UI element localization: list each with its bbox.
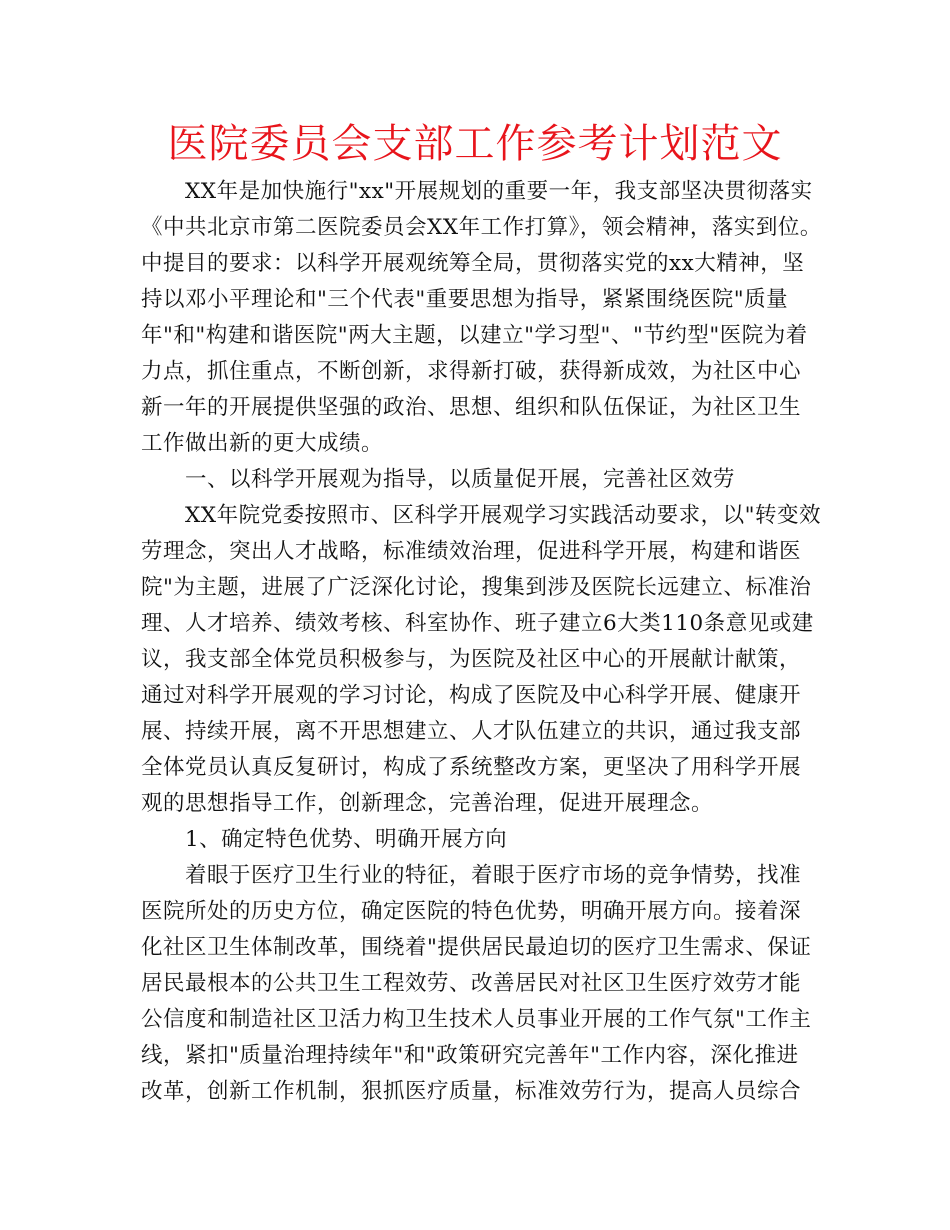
subsection-heading: 1、确定特色优势、明确开展方向	[185, 827, 508, 852]
paragraph-line: 新一年的开展提供坚强的政治、思想、组织和队伍保证，为社区卫生	[141, 395, 802, 420]
paragraph-line: 化社区卫生体制改革，围绕着"提供居民最迫切的医疗卫生需求、保证	[141, 935, 812, 960]
paragraph-line: 理、人才培养、绩效考核、科室协作、班子建立6大类110条意见或建	[141, 611, 814, 636]
document-title: 医院委员会支部工作参考计划范文	[167, 121, 783, 167]
paragraph-line: 居民最根本的公共卫生工程效劳、改善居民对社区卫生医疗效劳才能	[141, 971, 802, 996]
paragraph-line: 《中共北京市第二医院委员会XX年工作打算》，领会精神，落实到位。	[141, 215, 822, 240]
paragraph-line: 医院所处的历史方位，确定医院的特色优势，明确开展方向。接着深	[141, 899, 802, 924]
section-heading: 一、以科学开展观为指导，以质量促开展，完善社区效劳	[185, 467, 736, 492]
paragraph-line: XX年是加快施行"xx"开展规划的重要一年，我支部坚决贯彻落实	[185, 179, 813, 204]
paragraph-line: 工作做出新的更大成绩。	[141, 431, 384, 456]
paragraph-line: 持以邓小平理论和"三个代表"重要思想为指导，紧紧围绕医院"质量	[141, 287, 789, 312]
paragraph-line: 通过对科学开展观的学习讨论，构成了医院及中心科学开展、健康开	[141, 683, 802, 708]
paragraph-line: 议，我支部全体党员积极参与，为医院及社区中心的开展献计献策，	[141, 647, 802, 672]
paragraph-line: 全体党员认真反复研讨，构成了系统整改方案，更坚决了用科学开展	[141, 755, 802, 780]
paragraph-line: 展、持续开展，离不开思想建立、人才队伍建立的共识，通过我支部	[141, 719, 802, 744]
paragraph-line: 公信度和制造社区卫活力构卫生技术人员事业开展的工作气氛"工作主	[141, 1007, 812, 1032]
paragraph-line: XX年院党委按照市、区科学开展观学习实践活动要求，以"转变效	[185, 503, 822, 528]
paragraph-line: 力点，抓住重点，不断创新，求得新打破，获得新成效，为社区中心	[141, 359, 802, 384]
paragraph-line: 院"为主题，进展了广泛深化讨论，搜集到涉及医院长远建立、标准治	[141, 575, 812, 600]
paragraph-line: 改革，创新工作机制，狠抓医疗质量，标准效劳行为，提高人员综合	[141, 1079, 802, 1104]
paragraph-line: 着眼于医疗卫生行业的特征，着眼于医疗市场的竞争情势，找准	[185, 863, 802, 888]
paragraph-line: 中提目的要求：以科学开展观统筹全局，贯彻落实党的xx大精神，坚	[141, 251, 805, 276]
paragraph-line: 线，紧扣"质量治理持续年"和"政策研究完善年"工作内容，深化推进	[141, 1043, 799, 1068]
paragraph-line: 劳理念，突出人才战略，标准绩效治理，促进科学开展，构建和谐医	[141, 539, 802, 564]
paragraph-line: 年"和"构建和谐医院"两大主题，以建立"学习型"、"节约型"医院为着	[141, 323, 808, 348]
paragraph-line: 观的思想指导工作，创新理念，完善治理，促进开展理念。	[141, 791, 714, 816]
